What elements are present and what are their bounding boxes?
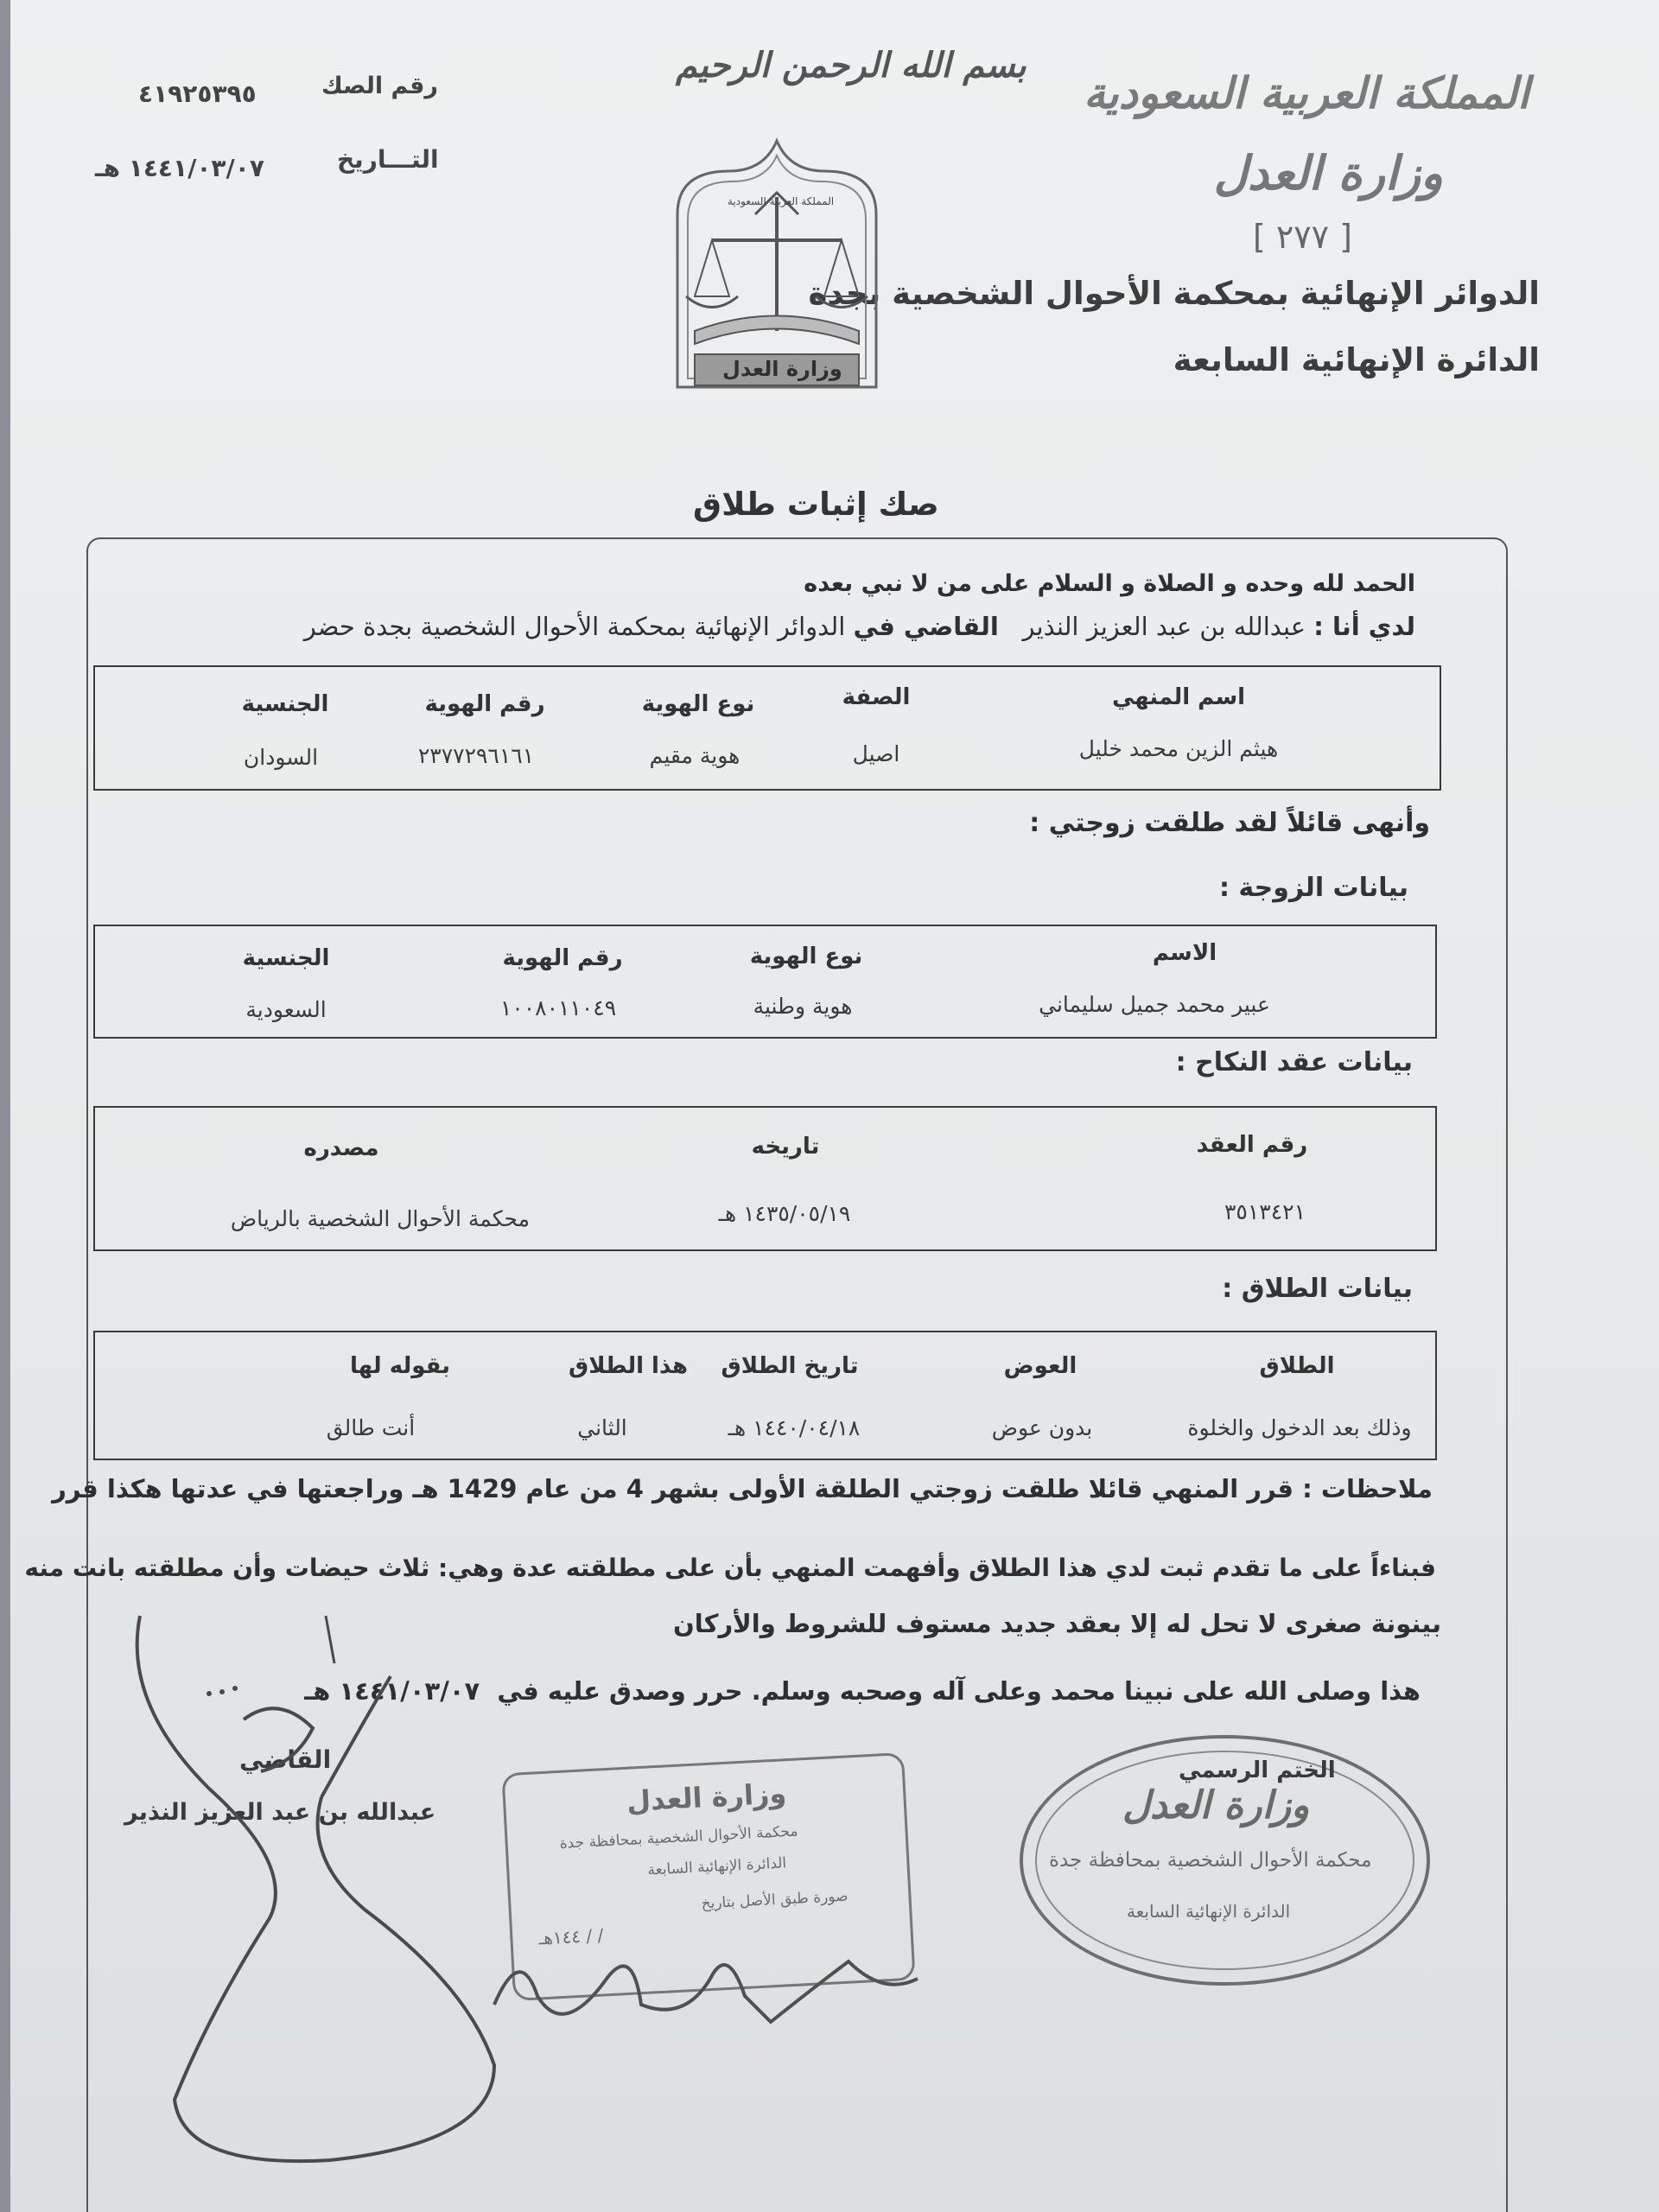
document-title: صك إثبات طلاق (693, 486, 939, 523)
wife-id-number: ١٠٠٨٠١١٠٤٩ (499, 995, 617, 1020)
applicant-header-id-number: رقم الهوية (424, 691, 545, 717)
applicant-id-type: هوية مقيم (649, 743, 741, 768)
divorce-header-words: بقوله لها (349, 1353, 451, 1379)
applicant-header-id-type: نوع الهوية (641, 691, 755, 717)
divorce-words: أنت طالق (326, 1415, 416, 1440)
deed-number: ٤١٩٢٥٣٩٥ (138, 79, 257, 108)
divorce-compensation: بدون عوض (991, 1415, 1093, 1440)
intro-suffix: الدوائر الإنهائية بمحكمة الأحوال الشخصية بجدة حضر (303, 612, 846, 641)
contract-header-number: رقم العقد (1196, 1132, 1308, 1158)
divorce-table (93, 1331, 1437, 1460)
document-page (10, 0, 1659, 2212)
contract-table (93, 1106, 1437, 1251)
applicant-nationality: السودان (243, 745, 319, 770)
applicant-capacity: اصيل (852, 741, 900, 766)
applicant-table (93, 665, 1441, 791)
ministry-name: وزارة العدل (1213, 145, 1443, 200)
reference-number: [ ٢٧٧ ] (1252, 218, 1352, 256)
applicant-header-capacity: الصفة (842, 684, 911, 710)
official-seal (1020, 1735, 1430, 1986)
kingdom-name: المملكة العربية السعودية (1083, 67, 1529, 118)
divorce-section-title: بيانات الطلاق : (1222, 1274, 1413, 1304)
copy-stamp (501, 1752, 915, 2001)
contract-number: ٣٥١٣٤٢١ (1224, 1199, 1306, 1224)
notes-text: قرر المنهي قائلا طلقت زوجتي الطلقة الأولى بشهر 4 من عام 1429 هـ وراجعتها في عدتها هكذا قرر (52, 1474, 1294, 1503)
emblem-caption: المملكة العربية السعودية (728, 195, 835, 207)
divorce-order: الثاني (577, 1415, 627, 1440)
basmala: بسم الله الرحمن الرحيم (676, 45, 1027, 86)
divorce-type: وذلك بعد الدخول والخلوة (1187, 1415, 1412, 1440)
copy-stamp-ministry: وزارة العدل (626, 1777, 788, 1818)
wife-header-name: الاسم (1152, 940, 1217, 966)
deed-number-label: رقم الصك (321, 73, 438, 99)
wife-header-id-number: رقم الهوية (502, 945, 623, 971)
judge-role: القاضي في (853, 612, 999, 641)
applicant-header-name: اسم المنهي (1111, 684, 1246, 710)
notes-line (52, 1474, 1433, 1503)
closing-line (304, 1676, 1421, 1706)
ministry-emblem (660, 137, 893, 399)
notes-label: ملاحظات : (1302, 1474, 1433, 1503)
wife-header-id-type: نوع الهوية (749, 944, 863, 969)
divorce-header-type: الطلاق (1259, 1353, 1335, 1379)
divorce-header-order: هذا الطلاق (569, 1353, 688, 1379)
contract-source: محكمة الأحوال الشخصية بالرياض (230, 1206, 531, 1231)
applicant-name: هيثم الزين محمد خليل (1078, 736, 1279, 761)
wife-id-type: هوية وطنية (753, 994, 853, 1019)
copy-stamp-date: / / ١٤٤هـ (537, 1924, 604, 1949)
emblem-text: وزارة العدل (722, 357, 842, 381)
circuit-name: الدائرة الإنهائية السابعة (1173, 341, 1540, 378)
contract-header-source: مصدره (303, 1135, 379, 1161)
seal-label: الختم الرسمي (1179, 1758, 1336, 1783)
intro-line-2 (304, 612, 1415, 641)
wife-table (93, 925, 1437, 1039)
ruling-line-2: بينونة صغرى لا تحل له إلا بعقد جديد مستوف للشروط والأركان (672, 1609, 1441, 1638)
judge-signature-name: عبدالله بن عبد العزيز النذير (124, 1799, 436, 1826)
applicant-header-nationality: الجنسية (241, 691, 329, 717)
court-line: الدوائر الإنهائية بمحكمة الأحوال الشخصية بجدة (808, 275, 1540, 312)
seal-circuit: الدائرة الإنهائية السابعة (1127, 1901, 1291, 1922)
divorce-header-date: تاريخ الطلاق (721, 1353, 859, 1379)
date-label: التـــاريخ (337, 145, 439, 174)
contract-header-date: تاريخه (751, 1134, 820, 1160)
intro-prefix: لدي أنا : (1313, 612, 1415, 641)
wife-nationality: السعودية (245, 997, 327, 1022)
divorce-header-compensation: العوض (1003, 1353, 1077, 1379)
copy-stamp-circuit: الدائرة الإنهائية السابعة (646, 1854, 787, 1879)
intro-line-1: الحمد لله وحده و الصلاة و السلام على من لا نبي بعده (804, 570, 1415, 597)
copy-stamp-court: محكمة الأحوال الشخصية بمحافظة جدة (559, 1822, 798, 1853)
copy-stamp-note: صورة طبق الأصل بتاريخ (701, 1887, 849, 1913)
judge-name: عبدالله بن عبد العزيز النذير (1022, 612, 1306, 641)
seal-court: محكمة الأحوال الشخصية بمحافظة جدة (1049, 1849, 1372, 1872)
wife-section-title: بيانات الزوجة : (1218, 873, 1408, 903)
contract-section-title: بيانات عقد النكاح : (1175, 1047, 1413, 1077)
divorce-date: ١٤٤٠/٠٤/١٨ هـ (728, 1415, 861, 1440)
header-date: ١٤٤١/٠٣/٠٧ هـ (95, 154, 264, 182)
judge-title: القاضي (239, 1745, 332, 1774)
closing-text: هذا وصلى الله على نبينا محمد وعلى آله وصحبه وسلم. حرر وصدق عليه في (497, 1676, 1421, 1706)
applicant-id-number: ٢٣٧٧٢٩٦١٦١ (417, 743, 535, 768)
seal-ministry: وزارة العدل (1122, 1783, 1310, 1827)
closing-date: ١٤٤١/٠٣/٠٧ هـ (304, 1676, 480, 1706)
wife-header-nationality: الجنسية (242, 945, 330, 971)
contract-date: ١٤٣٥/٠٥/١٩ هـ (718, 1201, 851, 1226)
divorce-statement: وأنهى قائلاً لقد طلقت زوجتي : (1029, 808, 1430, 838)
ruling-line-1: فبناءاً على ما تقدم ثبت لدي هذا الطلاق وأفهمت المنهي بأن على مطلقته عدة وهي: ثلاث حيضات وأن مطلقته بانت منه (24, 1554, 1436, 1582)
wife-name: عبير محمد جميل سليماني (1039, 992, 1270, 1017)
